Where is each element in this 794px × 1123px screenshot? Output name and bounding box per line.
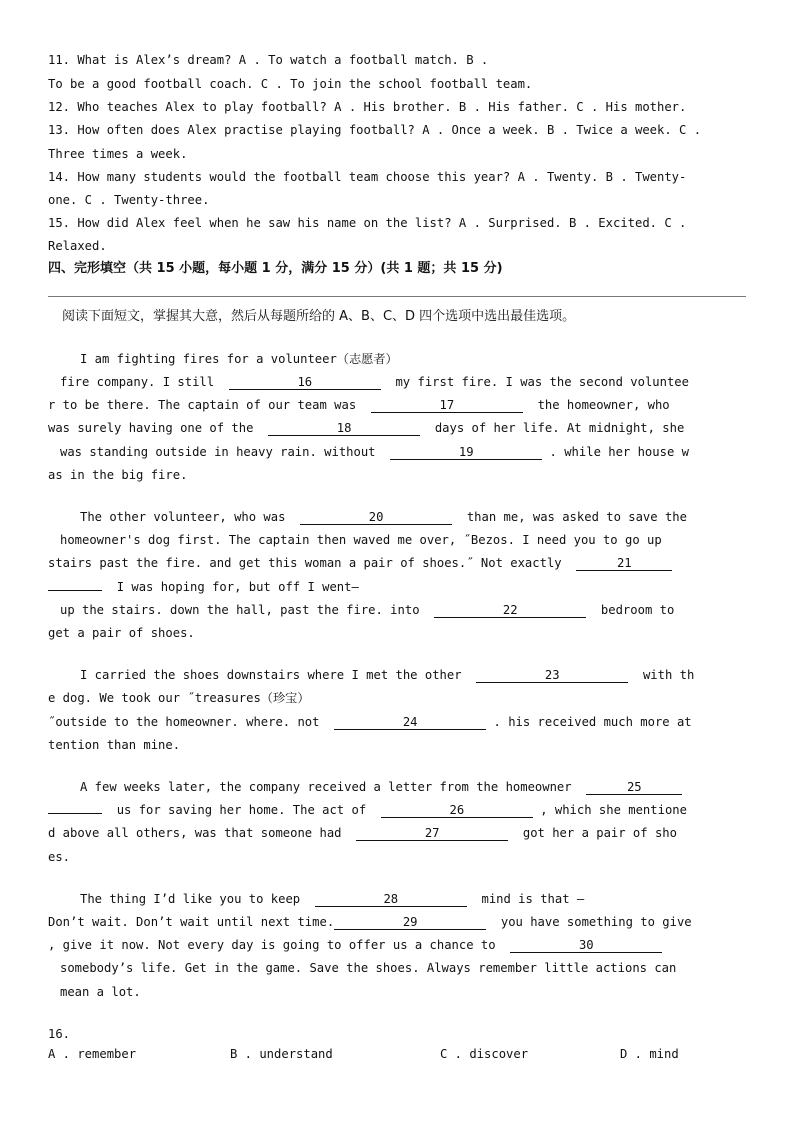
question-14-line-1: 14. How many students would the football team choose this year? A . Twenty. B . Twenty- bbox=[48, 170, 687, 184]
passage-p1-line: was standing outside in heavy rain. without 19 . while her house w bbox=[60, 445, 689, 459]
question-15-line-2: Relaxed. bbox=[48, 239, 107, 253]
passage-p5-line: somebody’s life. Get in the game. Save the shoes. Always remember little actions can bbox=[60, 961, 677, 975]
passage-p2-line: stairs past the fire. and get this woman a pair of shoes.˝ Not exactly 21 bbox=[48, 555, 672, 571]
blank-30[interactable]: 30 bbox=[510, 938, 662, 953]
passage-p1-line: fire company. I still 16 my first fire. I was the second voluntee bbox=[60, 375, 689, 389]
q16-option-a[interactable]: A . remember bbox=[48, 1047, 137, 1061]
passage-p2-line: homeowner's dog first. The captain then waved me over, ˝Bezos. I need you to go up bbox=[60, 533, 662, 547]
q16-option-c[interactable]: C . discover bbox=[440, 1047, 529, 1061]
question-12: 12. Who teaches Alex to play football? A . His brother. B . His father. C . His mother. bbox=[48, 100, 687, 114]
blank-25[interactable]: 25 bbox=[586, 780, 682, 795]
passage-p5-line: , give it now. Not every day is going to offer us a chance to 30 bbox=[48, 937, 662, 953]
blank-16[interactable]: 16 bbox=[229, 375, 381, 390]
q16-option-b[interactable]: B . understand bbox=[230, 1047, 333, 1061]
passage-p4-line: us for saving her home. The act of 26 , which she mentione bbox=[48, 802, 687, 818]
blank-26[interactable]: 26 bbox=[381, 803, 533, 818]
blank-22[interactable]: 22 bbox=[434, 603, 586, 618]
blank-29[interactable]: 29 bbox=[334, 915, 486, 930]
blank-25-continued bbox=[48, 813, 102, 814]
passage-p2-line: The other volunteer, who was 20 than me, was asked to save the bbox=[80, 510, 687, 524]
cloze-instruction: 阅读下面短文，掌握其大意，然后从每题所给的 A、B、C、D 四个选项中选出最佳选项。 bbox=[62, 309, 576, 324]
passage-p2-line: up the stairs. down the hall, past the fire. into 22 bedroom to bbox=[60, 603, 675, 617]
passage-p4-line: d above all others, was that someone had 27 got her a pair of sho bbox=[48, 826, 677, 840]
passage-p5-line: The thing I’d like you to keep 28 mind is that — bbox=[80, 892, 585, 906]
question-16-number: 16. bbox=[48, 1027, 71, 1041]
question-14-line-2: one. C . Twenty-three. bbox=[48, 193, 210, 207]
passage-p3-line: ˝outside to the homeowner. where. not 24 . his received much more at bbox=[48, 715, 692, 729]
question-11-line-1: 11. What is Alex’s dream? A . To watch a football match. B . bbox=[48, 53, 489, 67]
passage-p1-line: was surely having one of the 18 days of her life. At midnight, she bbox=[48, 421, 685, 435]
passage-p5-line: Don’t wait. Don’t wait until next time. 29 you have something to give bbox=[48, 915, 692, 929]
q16-option-d[interactable]: D . mind bbox=[620, 1047, 679, 1061]
blank-28[interactable]: 28 bbox=[315, 892, 467, 907]
question-15-line-1: 15. How did Alex feel when he saw his name on the list? A . Surprised. B . Excited. C . bbox=[48, 216, 687, 230]
passage-p5-line: mean a lot. bbox=[60, 985, 141, 999]
blank-17[interactable]: 17 bbox=[371, 398, 523, 413]
passage-p3-line: e dog. We took our ˝treasures（珍宝） bbox=[48, 691, 310, 705]
passage-p3-line: tention than mine. bbox=[48, 738, 181, 752]
question-13-line-2: Three times a week. bbox=[48, 147, 188, 161]
passage-p4-line: A few weeks later, the company received a letter from the homeowner 25 bbox=[80, 779, 682, 795]
passage-p2-line: get a pair of shoes. bbox=[48, 626, 195, 640]
passage-p1-line: as in the big fire. bbox=[48, 468, 188, 482]
blank-18[interactable]: 18 bbox=[268, 421, 420, 436]
blank-20[interactable]: 20 bbox=[300, 510, 452, 525]
section-heading: 四、完形填空（共 15 小题，每小题 1 分，满分 15 分）(共 1 题；共 15 分) bbox=[48, 261, 503, 276]
question-11-line-2: To be a good football coach. C . To join the school football team. bbox=[48, 77, 533, 91]
section-divider bbox=[48, 296, 746, 297]
passage-p1-line: r to be there. The captain of our team was 17 the homeowner, who bbox=[48, 398, 670, 412]
blank-23[interactable]: 23 bbox=[476, 668, 628, 683]
blank-21[interactable]: 21 bbox=[576, 556, 672, 571]
blank-21-continued bbox=[48, 590, 102, 591]
passage-p2-line: I was hoping for, but off I went— bbox=[48, 579, 359, 595]
passage-p3-line: I carried the shoes downstairs where I met the other 23 with th bbox=[80, 668, 695, 682]
blank-24[interactable]: 24 bbox=[334, 715, 486, 730]
blank-19[interactable]: 19 bbox=[390, 445, 542, 460]
passage-p1-line: I am fighting fires for a volunteer（志愿者） bbox=[80, 352, 398, 366]
passage-p4-line: es. bbox=[48, 850, 71, 864]
question-13-line-1: 13. How often does Alex practise playing football? A . Once a week. B . Twice a week. C . bbox=[48, 123, 702, 137]
blank-27[interactable]: 27 bbox=[356, 826, 508, 841]
